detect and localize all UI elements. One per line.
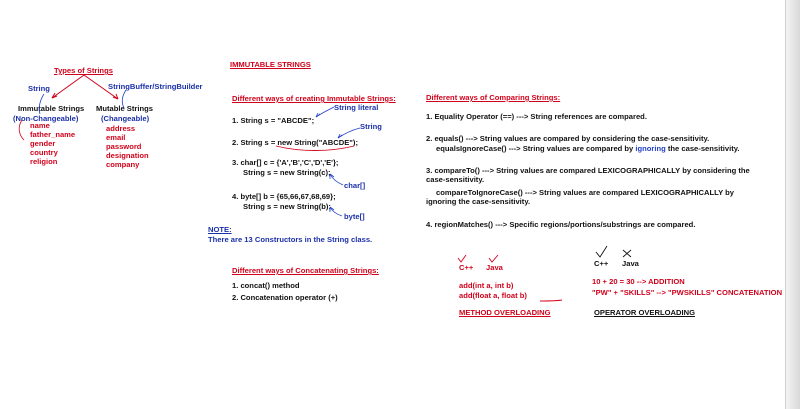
operator-line-1: 10 + 20 = 30 --> ADDITION [592,277,685,286]
string-label: String [28,84,50,93]
annot-string: String [360,122,382,131]
annot-char-array: char[] [344,181,366,190]
arrow-to-mutable [84,75,118,99]
cross-java-operator [623,250,631,257]
compare-p2b-post: the case-sensitivity. [665,144,740,153]
operator-java-label: Java [622,259,639,268]
create-line-3b: String s = new String(c); [243,168,331,177]
compare-p2b-highlight: ignoring [635,144,666,153]
operator-ol-title: OPERATOR OVERLOADING [594,308,695,317]
method-line-2: add(float a, float b) [459,291,527,300]
underline-constructor [276,146,354,151]
tick-cpp-method [458,255,466,262]
list-item: address [106,124,136,133]
concat-item-2: 2. Concatenation operator (+) [232,293,338,302]
compare-p4: 4. regionMatches() ---> Specific regions/portions/substrings are compared. [426,220,696,229]
builder-label: StringBuffer/StringBuilder [108,82,203,91]
curve-string [39,94,44,114]
page-heading: IMMUTABLE STRINGS [230,60,311,69]
mutable-sub: (Changeable) [101,114,150,123]
compare-p3a: 3. compareTo() ---> String values are compared LEXICOGRAPHICALLY by considering the case-sensitivity. [426,166,750,184]
list-item: name [30,121,50,130]
compare-p2a: 2. equals() ---> String values are compared by considering the case-sensitivity. [426,134,710,143]
list-item: designation [106,151,149,160]
annot-string-literal: String literal [334,103,379,112]
window-edge [785,0,800,409]
concat-item-1: 1. concat() method [232,281,300,290]
immutable-sub: (Non-Changeable) [13,114,79,123]
arrow-string [338,128,360,138]
list-item: email [106,133,126,142]
dash-method [540,300,562,301]
note-text: There are 13 Constructors in the String class. [208,235,373,244]
method-cpp-label: C++ [459,263,474,272]
list-item: country [30,148,58,157]
operator-line-2-result: CONCATENATION [714,288,783,297]
method-ol-title: METHOD OVERLOADING [459,308,551,317]
operator-cpp-label: C++ [594,259,609,268]
compare-p1: 1. Equality Operator (==) ---> String references are compared. [426,112,647,121]
create-line-3: 3. char[] c = {'A','B','C','D','E'}; [232,158,339,167]
create-line-2: 2. String s = new String("ABCDE"); [232,138,358,147]
compare-p2b-pre: equalsIgnoreCase() ---> String values are compared by [436,144,636,153]
annot-byte-array: byte[] [344,212,365,221]
list-item: password [106,142,142,151]
list-item: father_name [30,130,76,139]
method-line-1: add(int a, int b) [459,281,514,290]
tick-cpp-operator [596,246,607,257]
tick-java-method [489,255,498,262]
creating-title: Different ways of creating Immutable Strings: [232,94,396,103]
concat-title: Different ways of Concatenating Strings: [232,266,379,275]
mutable-title: Mutable Strings [96,104,153,113]
compare-p3b: compareToIgnoreCase() ---> String values are compared LEXICOGRAPHICALLY by ignoring the case-sensitivity. [426,188,734,206]
arrow-to-immutable [52,75,84,98]
curve-builder [122,90,126,108]
bracket-immutable [19,120,24,140]
arrow-string-literal [316,107,334,117]
create-line-1: 1. String s = "ABCDE"; [232,116,315,125]
create-line-4b: String s = new String(b); [243,202,331,211]
create-line-4: 4. byte[] b = {65,66,67,68,69}; [232,192,336,201]
immutable-title: Immutable Strings [18,104,85,113]
note-label: NOTE: [208,225,232,234]
comparing-title: Different ways of Comparing Strings: [426,93,561,102]
method-java-label: Java [486,263,503,272]
operator-line-2-expr: "PW" + "SKILLS" --> "PWSKILLS" [592,288,715,297]
list-item: gender [30,139,56,148]
list-item: religion [30,157,58,166]
types-title: Types of Strings [54,66,113,75]
list-item: company [106,160,140,169]
